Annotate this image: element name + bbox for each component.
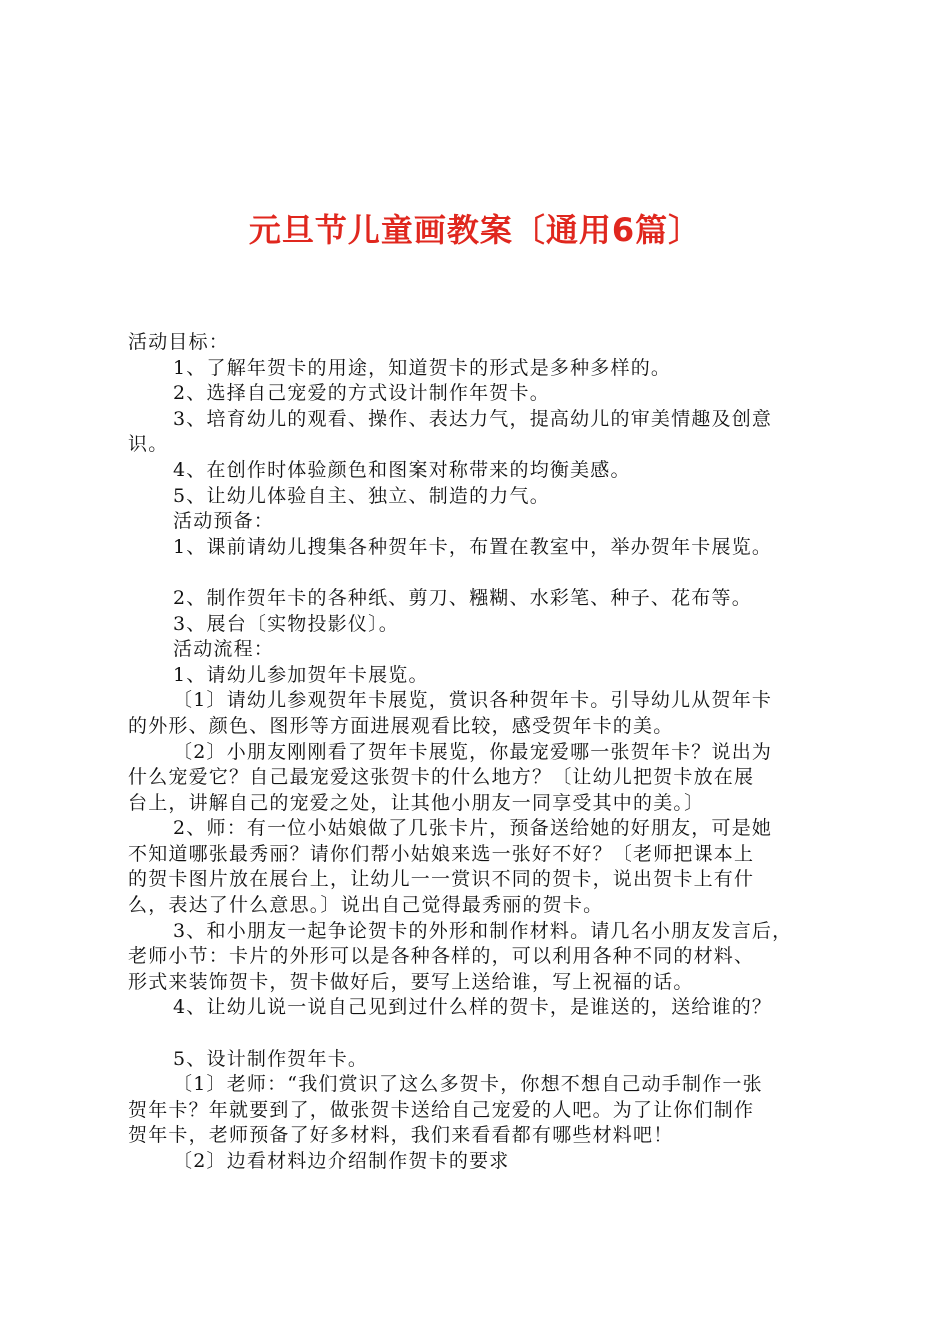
paragraph-line: 老师小节：卡片的外形可以是各种各样的，可以利用各种不同的材料、 — [128, 945, 755, 968]
blank-line — [128, 560, 834, 586]
paragraph-line: 么，表达了什么意思。〕说出自己觉得最秀丽的贺卡。 — [128, 894, 604, 917]
paragraph-line: 5、设计制作贺年卡。 — [173, 1047, 369, 1070]
paragraph-line: 3、和小朋友一起争论贺卡的外形和制作材料。请几名小朋友发言后， — [173, 919, 793, 942]
paragraph-line: 活动目标： — [128, 331, 230, 353]
paragraph-line: 〔2〕小朋友刚刚看了贺年卡展览，你最宠爱哪一张贺年卡？说出为 — [173, 740, 773, 763]
paragraph-line: 活动预备： — [173, 510, 275, 533]
paragraph-line: 的外形、颜色、图形等方面进展观看比较，感受贺年卡的美。 — [128, 714, 674, 737]
paragraph-line: 识。 — [128, 433, 169, 456]
paragraph-line: 不知道哪张最秀丽？请你们帮小姑娘来选一张好不好？〔老师把课本上 — [128, 842, 755, 865]
document-body — [128, 330, 834, 1175]
paragraph-line: 1、请幼儿参加贺年卡展览。 — [173, 663, 429, 686]
paragraph-line: 3、培育幼儿的观看、操作、表达力气，提高幼儿的审美情趣及创意 — [173, 407, 773, 430]
paragraph-line: 什么宠爱它？自己最宠爱这张贺卡的什么地方？〔让幼儿把贺卡放在展 — [128, 766, 755, 789]
document-title: 元旦节儿童画教案〔通用6篇〕 — [248, 211, 702, 249]
paragraph-line: 3、展台〔实物投影仪〕。 — [173, 612, 399, 635]
paragraph-line: 〔2〕边看材料边介绍制作贺卡的要求 — [173, 1150, 510, 1172]
paragraph-line: 2、制作贺年卡的各种纸、剪刀、糨糊、水彩笔、种子、花布等。 — [173, 586, 752, 609]
paragraph-line: 2、师：有一位小姑娘做了几张卡片，预备送给她的好朋友，可是她 — [173, 817, 773, 840]
paragraph-line: 形式来装饰贺卡，贺卡做好后，要写上送给谁，写上祝福的话。 — [128, 970, 694, 993]
paragraph-line: 〔1〕老师：“我们赏识了这么多贺卡，你想不想自己动手制作一张 — [173, 1073, 763, 1096]
paragraph-line: 1、了解年贺卡的用途，知道贺卡的形式是多种多样的。 — [173, 356, 672, 379]
paragraph-line: 活动流程： — [173, 638, 275, 661]
paragraph-line: 的贺卡图片放在展台上，让幼儿一一赏识不同的贺卡，说出贺卡上有什 — [128, 868, 755, 891]
paragraph-line: 4、在创作时体验颜色和图案对称带来的均衡美感。 — [173, 458, 631, 481]
paragraph-line: 台上，讲解自己的宠爱之处，让其他小朋友一同享受其中的美。〕 — [128, 791, 705, 814]
paragraph-line: 5、让幼儿体验自主、独立、制造的力气。 — [173, 484, 550, 507]
paragraph-line: 1、课前请幼儿搜集各种贺年卡，布置在教室中，举办贺年卡展览。 — [173, 535, 773, 558]
paragraph-line: 贺年卡，老师预备了好多材料，我们来看看都有哪些材料吧！ — [128, 1124, 674, 1147]
paragraph-line: 2、选择自己宠爱的方式设计制作年贺卡。 — [173, 382, 550, 405]
paragraph-line: 〔1〕请幼儿参观贺年卡展览，赏识各种贺年卡。引导幼儿从贺年卡 — [173, 689, 773, 712]
paragraph-line: 4、让幼儿说一说自己见到过什么样的贺卡，是谁送的，送给谁的？ — [173, 996, 773, 1019]
blank-line — [128, 1021, 834, 1047]
paragraph-line: 贺年卡？年就要到了，做张贺卡送给自己宠爱的人吧。为了让你们制作 — [128, 1098, 755, 1121]
